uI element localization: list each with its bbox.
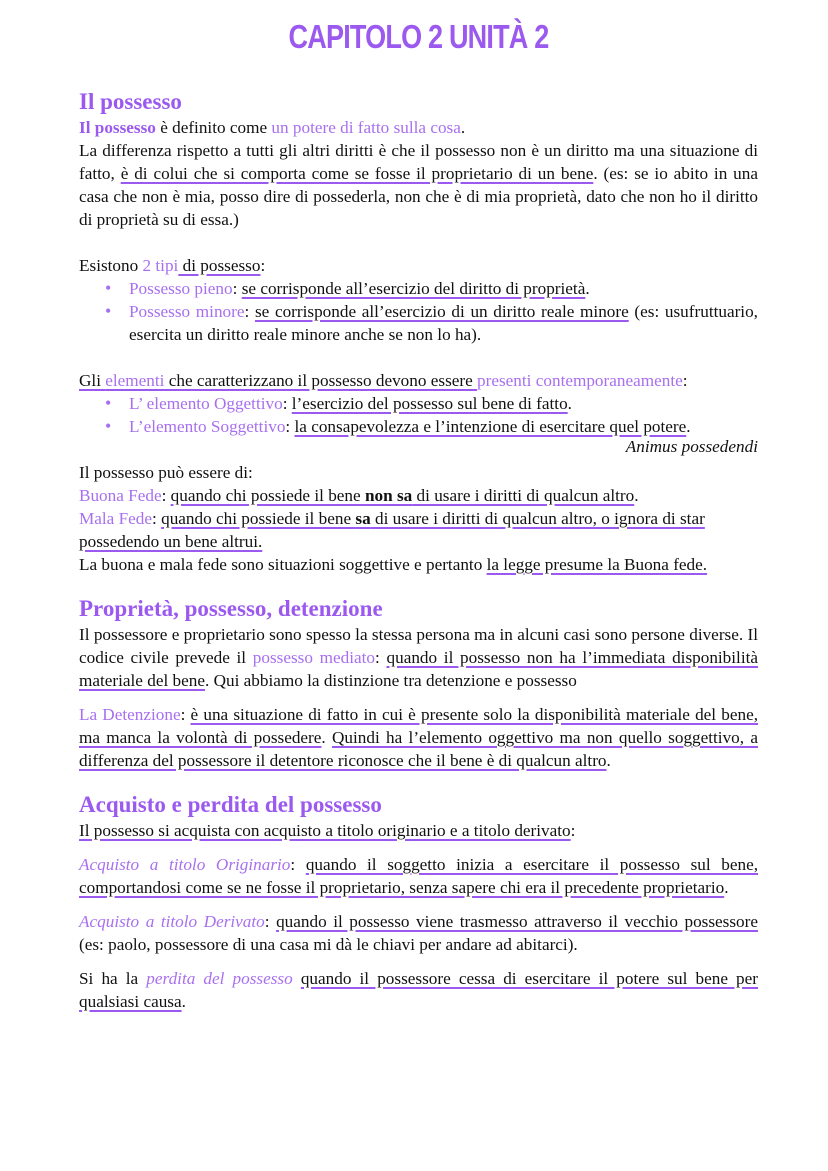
definition-paragraph: Il possesso è definito come un potere di fatto sulla cosa.: [79, 118, 466, 137]
types-intro: Esistono 2 tipi di possesso:: [79, 256, 266, 275]
buona-fede: Buona Fede: quando chi possiede il bene non sa di usare i diritti di qualcun altro.: [79, 486, 639, 505]
mala-fede: Mala Fede: quando chi possiede il bene sa di usare i diritti di qualcun altro, o ignora di star possedendo un bene altrui.: [79, 509, 705, 551]
animus-label: Animus possedendi: [625, 437, 758, 456]
perdita-paragraph: Si ha la perdita del possesso quando il possessore cessa di esercitare il potere sul bene per qualsiasi causa.: [79, 969, 759, 1011]
section-possesso: [79, 88, 758, 576]
acquisto-derivato: Acquisto a titolo Derivato: quando il possesso viene trasmesso attraverso il vecchio possessore (es: paolo, possessore di una casa mi dà le chiavi per andare ad abitarci).: [79, 912, 758, 954]
page-title: CAPITOLO 2 UNITÀ 2: [288, 18, 549, 55]
list-item: • L’elemento Soggettivo: la consapevolezza e l’intenzione di esercitare quel potere.: [105, 415, 758, 438]
elements-intro: Gli elementi che caratterizzano il possesso devono essere presenti contemporaneamente:: [79, 371, 688, 390]
types-list: [79, 277, 758, 346]
section-proprieta: [79, 595, 758, 772]
difference-paragraph: La differenza rispetto a tutti gli altri diritti è che il possesso non è un diritto ma una situazione di fatto, è di colui che si comporta come se fosse il proprietario di un bene. (es: se io abito in una casa che non è mia, posso dire di possederla, non che è di mia proprietà, dato che non ho il diritto di proprietà su di essa.): [79, 141, 758, 229]
section-heading: Proprietà, possesso, detenzione: [79, 596, 383, 621]
acquisto-originario: Acquisto a titolo Originario: quando il soggetto inizia a esercitare il possesso sul bene, comportandosi come se ne fosse il proprietario, senza sapere chi era il precedente proprietario.: [79, 855, 758, 897]
good-bad-intro: Il possesso può essere di:: [79, 463, 253, 482]
mediato-paragraph: Il possessore e proprietario sono spesso la stessa persona ma in alcuni casi sono persone diverse. Il codice civile prevede il possesso mediato: quando il possesso non ha l’immediata disponibilità materiale del bene. Qui abbiamo la distinzione tra detenzione e possesso: [79, 625, 759, 690]
section-acquisto: [79, 791, 758, 1013]
law-presumption: La buona e mala fede sono situazioni soggettive e pertanto la legge presume la Buona fede.: [79, 555, 708, 574]
section-heading: Il possesso: [79, 89, 182, 114]
acquisto-intro: Il possesso si acquista con acquisto a titolo originario e a titolo derivato:: [79, 821, 576, 840]
detenzione-paragraph: La Detenzione: è una situazione di fatto in cui è presente solo la disponibilità materiale del bene, ma manca la volontà di possedere. Quindi ha l’elemento oggettivo ma non quello soggettivo, a differenza del possessore il detentore riconosce che il bene è di qualcun altro.: [79, 705, 759, 770]
list-item: • Possesso minore: se corrisponde all’esercizio di un diritto reale minore (es: usufruttuario, esercita un diritto reale minore anche se non lo ha).: [105, 300, 758, 346]
list-item: • Possesso pieno: se corrisponde all’esercizio del diritto di proprietà.: [105, 277, 758, 300]
elements-list: [79, 392, 758, 438]
section-heading: Acquisto e perdita del possesso: [79, 792, 382, 817]
list-item: • L’ elemento Oggettivo: l’esercizio del possesso sul bene di fatto.: [105, 392, 758, 415]
